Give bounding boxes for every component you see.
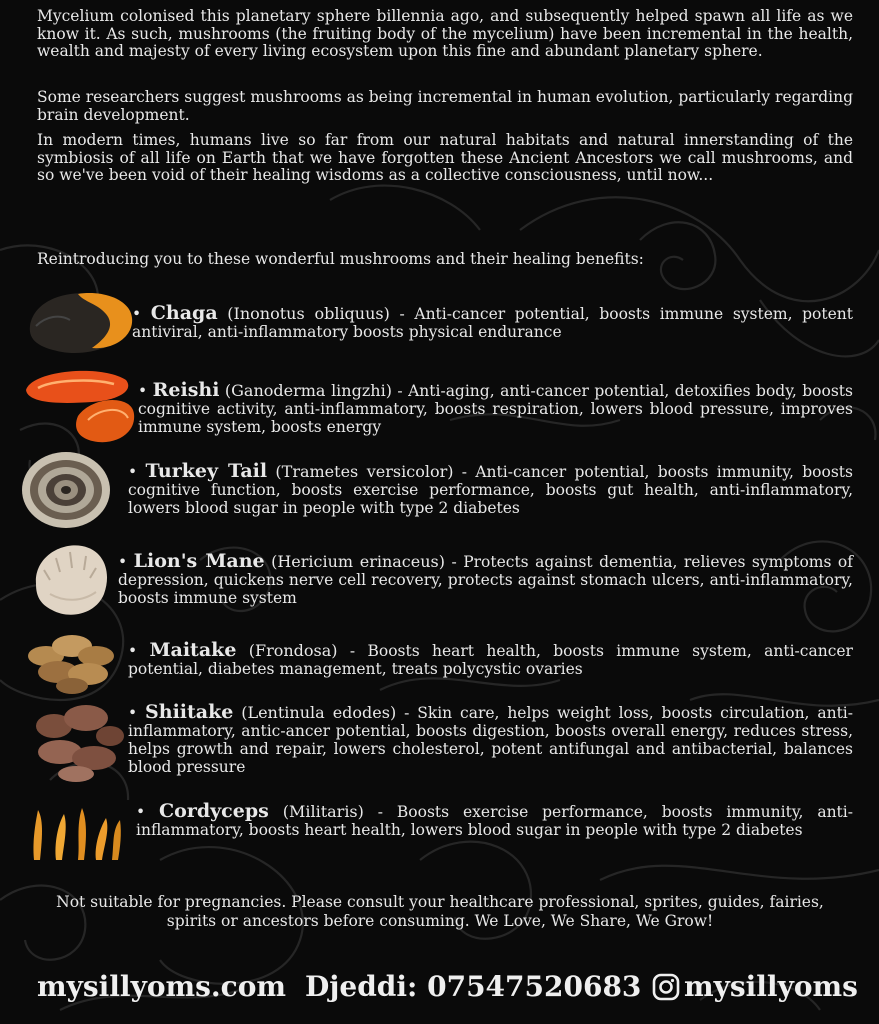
mushroom-item-chaga: • Chaga (Inonotus obliquus) - Anti-cancer potential, boosts immune system, potent antiviral, anti-inflammatory boosts physical endurance bbox=[132, 302, 854, 341]
turkey-tail-mushroom-icon bbox=[20, 450, 112, 530]
mushroom-latin-name: (Ganoderma lingzhi) bbox=[224, 381, 392, 400]
footer bbox=[0, 966, 879, 1010]
cordyceps-mushroom-icon bbox=[26, 800, 126, 864]
instagram-icon bbox=[652, 973, 680, 1001]
phone-contact: Djeddi: 07547520683 bbox=[305, 970, 642, 1003]
lions-mane-mushroom-icon bbox=[30, 540, 112, 618]
mushroom-benefits: - Anti-cancer potential, boosts immune system, potent antiviral, anti-inflammatory boosts physical endurance bbox=[132, 305, 854, 341]
mushroom-benefits: - Anti-cancer potential, boosts immunity, boosts cognitive function, boosts exercise performance, boosts gut health, anti-inflammatory, lowers blood sugar in people with type 2 diabetes bbox=[128, 463, 853, 517]
mushroom-latin-name: (Hericium erinaceus) bbox=[271, 552, 445, 571]
mushroom-name: Turkey Tail bbox=[145, 460, 268, 482]
mushroom-name: Shiitake bbox=[145, 701, 234, 723]
website-link[interactable]: mysillyoms.com bbox=[37, 970, 287, 1003]
chaga-mushroom-icon bbox=[26, 286, 136, 358]
mushroom-name: Lion's Mane bbox=[133, 550, 265, 572]
mushroom-item-turkey-tail: • Turkey Tail (Trametes versicolor) - Anti-cancer potential, boosts immunity, boosts cognitive function, boosts exercise performance, boosts gut health, anti-inflammatory, lowers blood sugar in people with type 2 diabetes bbox=[128, 460, 853, 517]
mushroom-benefits: - Boosts exercise performance, boosts immunity, anti-inflammatory, boosts heart health, lowers blood sugar in people with type 2 diabetes bbox=[136, 803, 853, 839]
mushroom-benefits: - Protects against dementia, relieves symptoms of depression, quickens nerve cell recovery, protects against stomach ulcers, anti-inflammatory, boosts immune system bbox=[118, 553, 853, 607]
disclaimer-text: Not suitable for pregnancies. Please consult your healthcare professional, sprites, guides, fairies, spirits or ancestors before consuming. We Love, We Share, We Grow! bbox=[56, 893, 824, 930]
mushroom-name: Maitake bbox=[149, 639, 237, 661]
mushroom-benefits: - Boosts heart health, boosts immune system, anti-cancer potential, diabetes management, treats polycystic ovaries bbox=[128, 642, 853, 678]
maitake-mushroom-icon bbox=[26, 630, 116, 696]
intro-paragraph-2: Some researchers suggest mushrooms as being incremental in human evolution, particularly regarding brain development. bbox=[37, 88, 853, 124]
mushroom-benefits: - Anti-aging, anti-cancer potential, detoxifies body, boosts cognitive activity, anti-inflammatory, boosts respiration, lowers blood pressure, improves immune system, boosts energy bbox=[138, 382, 853, 436]
intro-paragraph-1: Mycelium colonised this planetary sphere billennia ago, and subsequently helped spawn all life as we know it. As such, mushrooms (the fruiting body of the mycelium) have been incremental in the health, wealth and majesty of every living ecosystem upon this fine and abundant planetary sphere. bbox=[37, 7, 853, 60]
mushroom-name: Chaga bbox=[150, 302, 218, 324]
mushroom-latin-name: (Lentinula edodes) bbox=[241, 703, 397, 722]
mushroom-item-shiitake: • Shiitake (Lentinula edodes) - Skin care, helps weight loss, boosts circulation, anti-inflammatory, antic-ancer potential, boosts digestion, boosts overall energy, reduces stress, helps growth and repair, lowers cholesterol, potent antifungal and antibacterial, balances blood pressure bbox=[128, 701, 854, 776]
instagram-handle[interactable] bbox=[652, 970, 858, 1003]
mushroom-latin-name: (Militaris) bbox=[282, 802, 364, 821]
intro-paragraph-3: In modern times, humans live so far from our natural habitats and natural innerstanding of the symbiosis of all life on Earth that we have forgotten these Ancient Ancestors we call mushrooms, and so we've been void of their healing wisdoms as a collective consciousness, until now... bbox=[37, 131, 853, 184]
mushroom-item-cordyceps: • Cordyceps (Militaris) - Boosts exercise performance, boosts immunity, anti-inflammatory, boosts heart health, lowers blood sugar in people with type 2 diabetes bbox=[136, 800, 853, 839]
reintroduction-heading: Reintroducing you to these wonderful mushrooms and their healing benefits: bbox=[37, 250, 644, 268]
reishi-mushroom-icon bbox=[22, 366, 138, 446]
instagram-username: mysillyoms bbox=[684, 970, 858, 1003]
mushroom-benefits: - Skin care, helps weight loss, boosts circulation, anti-inflammatory, antic-ancer potential, boosts digestion, boosts overall energy, reduces stress, helps growth and repair, lowers cholesterol, potent antifungal and antibacterial, balances blood pressure bbox=[128, 704, 854, 776]
mushroom-latin-name: (Frondosa) bbox=[248, 641, 338, 660]
mushroom-latin-name: (Inonotus obliquus) bbox=[227, 304, 390, 323]
mushroom-name: Cordyceps bbox=[159, 800, 269, 822]
mushroom-name: Reishi bbox=[152, 379, 220, 401]
mushroom-item-lions-mane: • Lion's Mane (Hericium erinaceus) - Protects against dementia, relieves symptoms of depression, quickens nerve cell recovery, protects against stomach ulcers, anti-inflammatory, boosts immune system bbox=[118, 550, 853, 607]
mushroom-latin-name: (Trametes versicolor) bbox=[275, 462, 454, 481]
mushroom-item-maitake: • Maitake (Frondosa) - Boosts heart health, boosts immune system, anti-cancer potential, diabetes management, treats polycystic ovaries bbox=[128, 639, 853, 678]
shiitake-mushroom-icon bbox=[30, 702, 126, 784]
mushroom-item-reishi: • Reishi (Ganoderma lingzhi) - Anti-aging, anti-cancer potential, detoxifies body, boosts cognitive activity, anti-inflammatory, boosts respiration, lowers blood pressure, improves immune system, boosts energy bbox=[138, 379, 853, 436]
